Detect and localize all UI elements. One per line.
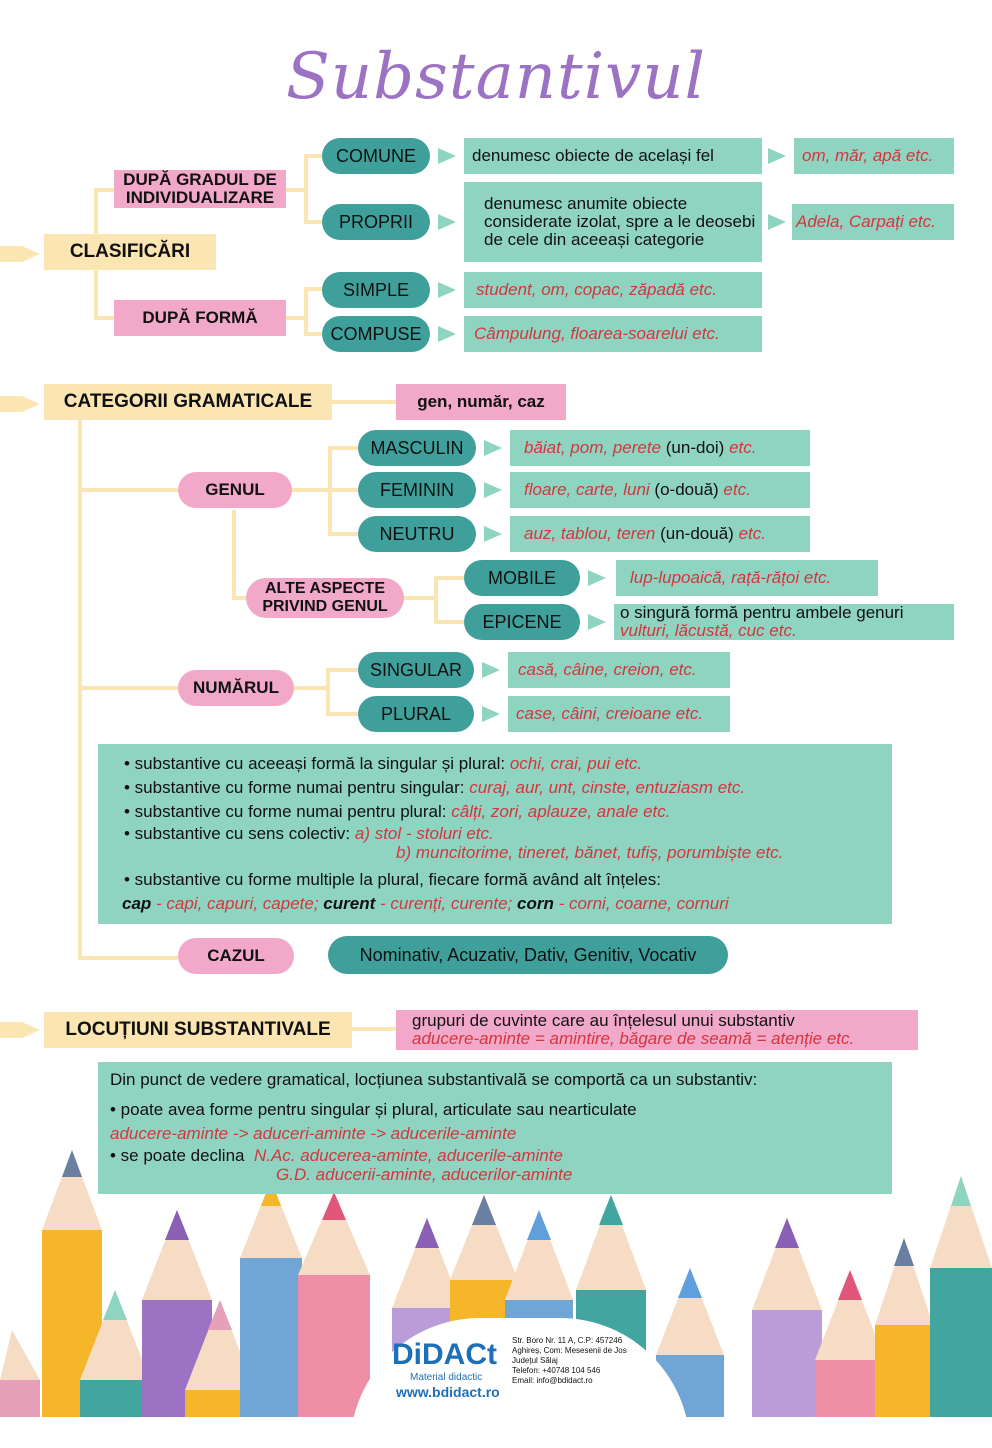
cazul-values: Nominativ, Acuzativ, Dativ, Genitiv, Vocativ (328, 936, 728, 974)
contact-address: Str. Boro Nr. 11 A, C.P: 457246 (512, 1336, 623, 1345)
neutru-example (510, 516, 810, 552)
feminin-note: (o-două) (654, 480, 719, 499)
note-4-example: a) stol - stoluri etc. (354, 824, 494, 843)
brand-tagline: Material didactic (410, 1372, 483, 1383)
note-line-6: • substantive cu forme multiple la plural, fiecare formă având alt înțeles: (124, 870, 661, 889)
clasificari-label: CLASIFICĂRI (44, 234, 216, 270)
note-3-example: câlți, zori, aplauze, anale etc. (451, 802, 671, 821)
contact-phone: Telefon: +40748 104 546 (512, 1366, 601, 1375)
locutiuni-label: LOCUȚIUNI SUBSTANTIVALE (44, 1012, 352, 1048)
publisher-contact (512, 1336, 627, 1386)
forma-label: DUPĂ FORMĂ (114, 300, 286, 336)
neutru-note: (un-două) (660, 524, 734, 543)
contact-locality: Aghireș, Com: Mesesenii de Jos (512, 1346, 627, 1355)
note-line-2 (124, 776, 892, 800)
note-7-forms-1: - capi, capuri, capete; (151, 894, 319, 913)
genul-pill: GENUL (178, 472, 292, 508)
page-title: Substantivul (286, 40, 706, 114)
compuse-example: Câmpulung, floarea-soarelui etc. (464, 316, 762, 352)
proprii-desc (464, 182, 762, 262)
note-7-word-2: curent (323, 894, 376, 913)
proprii-pill: PROPRII (322, 204, 430, 240)
brand-logo: DiDACt (392, 1338, 497, 1371)
loc-line-5: G.D. aducerii-aminte, aducerilor-aminte (276, 1165, 573, 1184)
note-7-forms-2: - curenți, curente; (375, 894, 513, 913)
note-1-example: ochi, crai, pui etc. (509, 754, 643, 773)
proprii-example: Adela, Carpați etc. (792, 204, 954, 240)
cazul-pill: CAZUL (178, 938, 294, 974)
note-line-5: b) muncitorime, tineret, bănet, tufiș, porumbiște etc. (396, 843, 784, 862)
epicene-box (614, 604, 954, 640)
masculin-note: (un-doi) (665, 438, 725, 457)
epicene-example: vulturi, lăcustă, cuc etc. (620, 621, 797, 640)
brand-url: www.bdidact.ro (396, 1384, 500, 1400)
feminin-words: floare, carte, luni (524, 480, 650, 499)
feminin-pill: FEMININ (358, 472, 476, 508)
simple-pill: SIMPLE (322, 272, 430, 308)
neutru-etc: etc. (738, 524, 766, 543)
note-line-4 (124, 824, 892, 844)
note-3-text: • substantive cu forme numai pentru plural: (124, 802, 447, 821)
locutiuni-box (98, 1062, 892, 1194)
singular-example: casă, câine, creion, etc. (508, 652, 730, 688)
feminin-etc: etc. (723, 480, 751, 499)
note-7-forms-3: - corni, coarne, cornuri (553, 894, 729, 913)
note-1-text: • substantive cu aceeași formă la singular și plural: (124, 754, 506, 773)
proprii-desc-text: denumesc anumite obiecte considerate izolat, spre a le deosebi de cele din aceeași categorie (484, 194, 756, 249)
neutru-words: auz, tablou, teren (524, 524, 656, 543)
simple-example: student, om, copac, zăpadă etc. (464, 272, 762, 308)
contact-email: Email: info@bdidact.ro (512, 1376, 593, 1385)
singular-pill: SINGULAR (358, 652, 474, 688)
note-7-word-3: corn (517, 894, 554, 913)
epicene-desc: o singură formă pentru ambele genuri (620, 603, 904, 622)
note-7-word-1: cap (122, 894, 152, 913)
locutiuni-def (396, 1010, 918, 1050)
note-line-1 (124, 752, 892, 776)
locutiuni-example: aducere-aminte = amintire, băgare de seamă = atenție etc. (412, 1029, 855, 1048)
comune-pill: COMUNE (322, 138, 430, 174)
comune-example: om, măr, apă etc. (794, 138, 954, 174)
note-line-7 (122, 892, 892, 916)
feminin-example (510, 472, 810, 508)
compuse-pill: COMPUSE (322, 316, 430, 352)
locutiuni-desc: grupuri de cuvinte care au înțelesul unui substantiv (412, 1011, 795, 1030)
alte-aspecte-pill: ALTE ASPECTE PRIVIND GENUL (246, 578, 404, 618)
categorii-label: CATEGORII GRAMATICALE (44, 384, 332, 420)
loc-line-4 (110, 1146, 892, 1166)
note-4-text: • substantive cu sens colectiv: (124, 824, 351, 843)
note-line-3 (124, 800, 892, 824)
masculin-pill: MASCULIN (358, 430, 476, 466)
loc-line-1: Din punct de vedere gramatical, locțiunea substantivală se comportă ca un substantiv: (110, 1070, 758, 1089)
loc-line-2: • poate avea forme pentru singular și plural, articulate sau nearticulate (110, 1100, 637, 1119)
numar-notes-box (98, 744, 892, 924)
categorii-summary: gen, număr, caz (396, 384, 566, 420)
epicene-pill: EPICENE (464, 604, 580, 640)
note-2-text: • substantive cu forme numai pentru singular: (124, 778, 465, 797)
mobile-example: lup-lupoaică, rață-rățoi etc. (616, 560, 878, 596)
masculin-words: băiat, pom, perete (524, 438, 662, 457)
loc-4-example: N.Ac. aducerea-aminte, aducerile-aminte (253, 1146, 563, 1165)
masculin-etc: etc. (729, 438, 757, 457)
neutru-pill: NEUTRU (358, 516, 476, 552)
mobile-pill: MOBILE (464, 560, 580, 596)
loc-4-text: • se poate declina (110, 1146, 245, 1165)
comune-desc: denumesc obiecte de același fel (464, 138, 762, 174)
plural-example: case, câini, creioane etc. (508, 696, 730, 732)
contact-county: Județul Sălaj (512, 1356, 558, 1365)
numarul-pill: NUMĂRUL (178, 670, 294, 706)
masculin-example (510, 430, 810, 466)
loc-line-3: aducere-aminte -> aduceri-aminte -> aducerile-aminte (110, 1124, 517, 1143)
note-2-example: curaj, aur, unt, cinste, entuziasm etc. (469, 778, 746, 797)
plural-pill: PLURAL (358, 696, 474, 732)
individualizare-label: DUPĂ GRADUL DE INDIVIDUALIZARE (114, 170, 286, 208)
